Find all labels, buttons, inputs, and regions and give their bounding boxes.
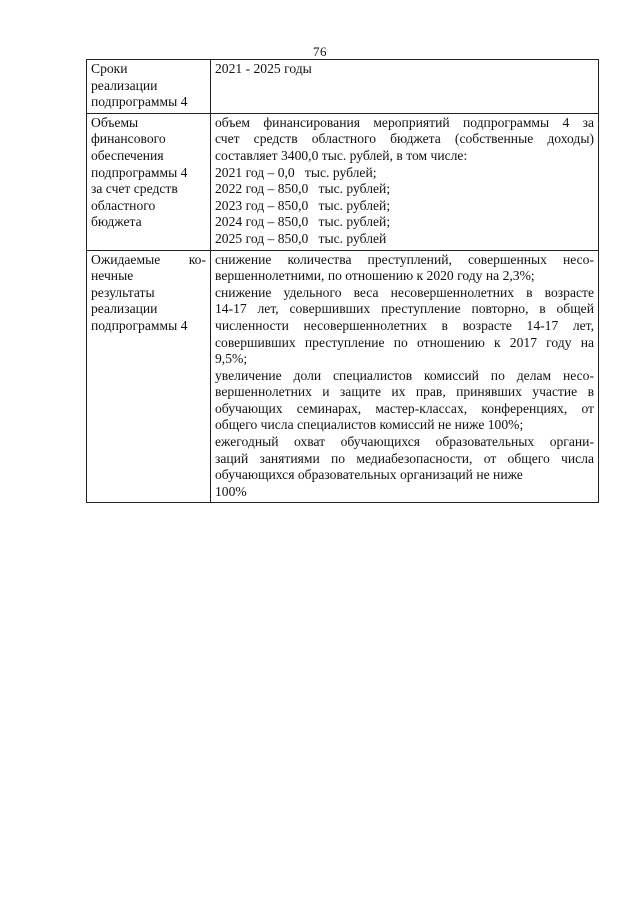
value-line: увеличение доли специалистов комиссий по делам несо- — [215, 367, 594, 383]
row-label — [87, 60, 211, 114]
value-line: счет средств областного бюджета (собственные доходы) — [215, 131, 594, 147]
funding-year-line: 2024 год – 850,0 тыс. рублей; — [215, 214, 391, 230]
row-value — [211, 250, 599, 503]
value-line: численности несовершеннолетних в возрасте 14-17 лет, — [215, 317, 594, 333]
value-line: объем финансирования мероприятий подпрограммы 4 за — [215, 114, 594, 130]
value-line: 14-17 лет, совершивших преступление повторно, в общей — [215, 301, 594, 317]
value-line: 100% — [215, 483, 247, 499]
label-line: реализации — [91, 301, 158, 317]
label-line: бюджета — [91, 214, 142, 230]
label-line: Ожидаемые ко- — [91, 251, 206, 267]
subprogram-passport-table — [86, 59, 599, 503]
label-line: финансового — [91, 131, 166, 147]
value-line: обучающих семинарах, мастер-классах, конференциях, от — [215, 400, 594, 416]
label-line: реализации — [91, 77, 158, 93]
funding-year-line: 2022 год – 850,0 тыс. рублей; — [215, 181, 391, 197]
label-line: обеспечения — [91, 147, 164, 163]
value-line: заций занятиями по медиабезопасности, от общего числа — [215, 450, 594, 466]
row-label — [87, 250, 211, 503]
value-line: 2021 - 2025 годы — [215, 61, 312, 76]
row-value — [211, 113, 599, 250]
value-line: совершивших преступление по отношению к 2017 году на — [215, 334, 594, 350]
table-row-implementation-period — [87, 60, 599, 114]
value-line: вершеннолетних и защите их прав, принявших участие в — [215, 384, 594, 400]
table-row-funding-volume — [87, 113, 599, 250]
value-line: вершеннолетними, по отношению к 2020 году на 2,3%; — [215, 268, 535, 284]
label-line: областного — [91, 197, 156, 213]
funding-year-line: 2025 год – 850,0 тыс. рублей — [215, 230, 387, 246]
label-line: результаты — [91, 284, 155, 300]
label-line: за счет средств — [91, 181, 178, 197]
funding-year-line: 2021 год – 0,0 тыс. рублей; — [215, 164, 377, 180]
row-value — [211, 60, 599, 114]
value-line: обучающихся образовательных организаций не ниже — [215, 467, 523, 483]
page-number: 76 — [313, 44, 327, 59]
value-line: снижение количества преступлений, совершенных несо- — [215, 251, 594, 267]
row-label — [87, 113, 211, 250]
value-line: ежегодный охват обучающихся образовательных органи- — [215, 434, 594, 450]
label-line: подпрограммы 4 — [91, 94, 188, 110]
label-line: Сроки — [91, 61, 128, 76]
value-line: снижение удельного веса несовершеннолетних в возрасте — [215, 284, 594, 300]
value-line: составляет 3400,0 тыс. рублей, в том числе: — [215, 147, 468, 163]
label-line: подпрограммы 4 — [91, 164, 188, 180]
label-line: подпрограммы 4 — [91, 317, 188, 333]
funding-year-line: 2023 год – 850,0 тыс. рублей; — [215, 197, 391, 213]
label-line: нечные — [91, 268, 134, 284]
value-line: 9,5%; — [215, 351, 248, 367]
value-line: общего числа специалистов комиссий не ниже 100%; — [215, 417, 524, 433]
table-row-expected-results — [87, 250, 599, 503]
label-line: Объемы — [91, 114, 139, 130]
